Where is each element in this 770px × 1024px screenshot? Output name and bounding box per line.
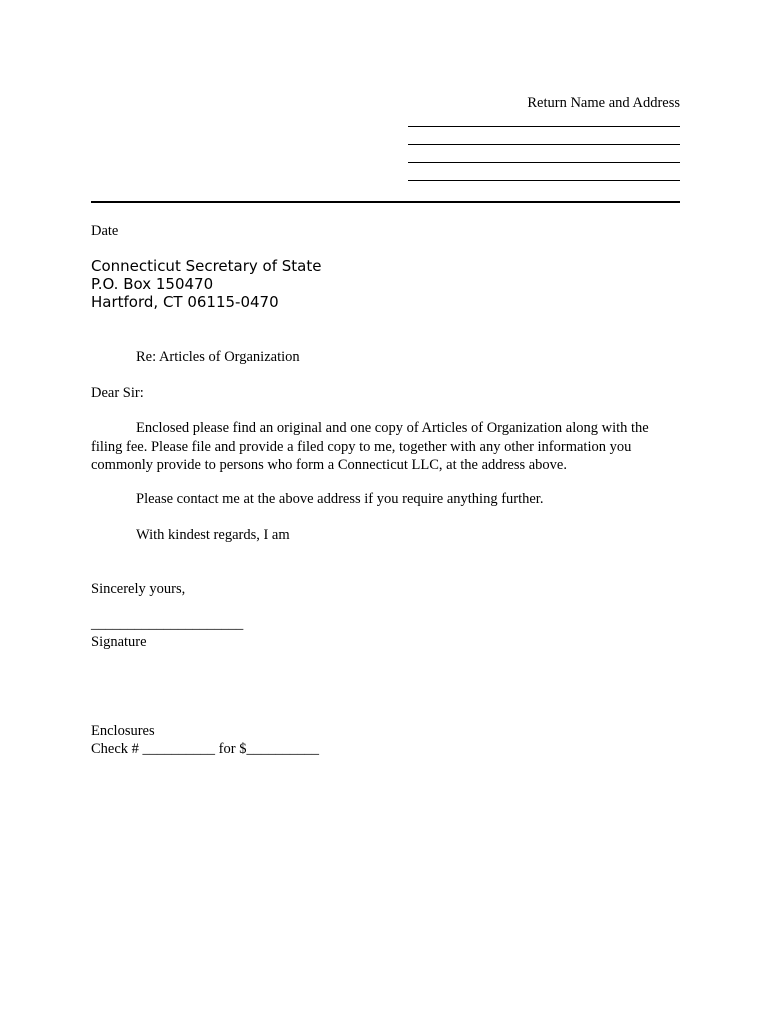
check-number-blank: __________	[142, 741, 216, 757]
amount-blank: __________	[246, 741, 319, 757]
body-paragraph-2: Please contact me at the above address if you require anything further.	[136, 491, 544, 507]
body-paragraph-1: Enclosed please find an original and one copy of Articles of Organization along with the filing fee. Please file and provide a filed copy to me, together with any other information you commonly provide to persons who form a Connecticut LLC, at the address above.	[91, 420, 649, 473]
recipient-line-2: P.O. Box 150470	[91, 275, 214, 293]
signature-blank: _____________________	[91, 616, 244, 632]
check-prefix: Check #	[91, 741, 139, 757]
check-line	[91, 740, 319, 758]
return-address-line-1	[408, 126, 680, 127]
recipient-line-1: Connecticut Secretary of State	[91, 257, 322, 275]
for-label: for $	[218, 741, 247, 757]
signature-label: Signature	[91, 634, 147, 650]
date-label: Date	[91, 223, 119, 239]
return-address-line-4	[408, 180, 680, 181]
return-address-title: Return Name and Address	[527, 95, 680, 111]
enclosures-label: Enclosures	[91, 723, 155, 739]
header-divider	[91, 201, 680, 203]
body-paragraph-3: With kindest regards, I am	[136, 527, 290, 543]
re-line: Re: Articles of Organization	[136, 349, 300, 365]
return-address-line-2	[408, 144, 680, 145]
closing: Sincerely yours,	[91, 581, 186, 597]
salutation: Dear Sir:	[91, 385, 144, 401]
return-address-block	[408, 94, 680, 112]
recipient-line-3: Hartford, CT 06115-0470	[91, 293, 279, 311]
return-address-line-3	[408, 162, 680, 163]
